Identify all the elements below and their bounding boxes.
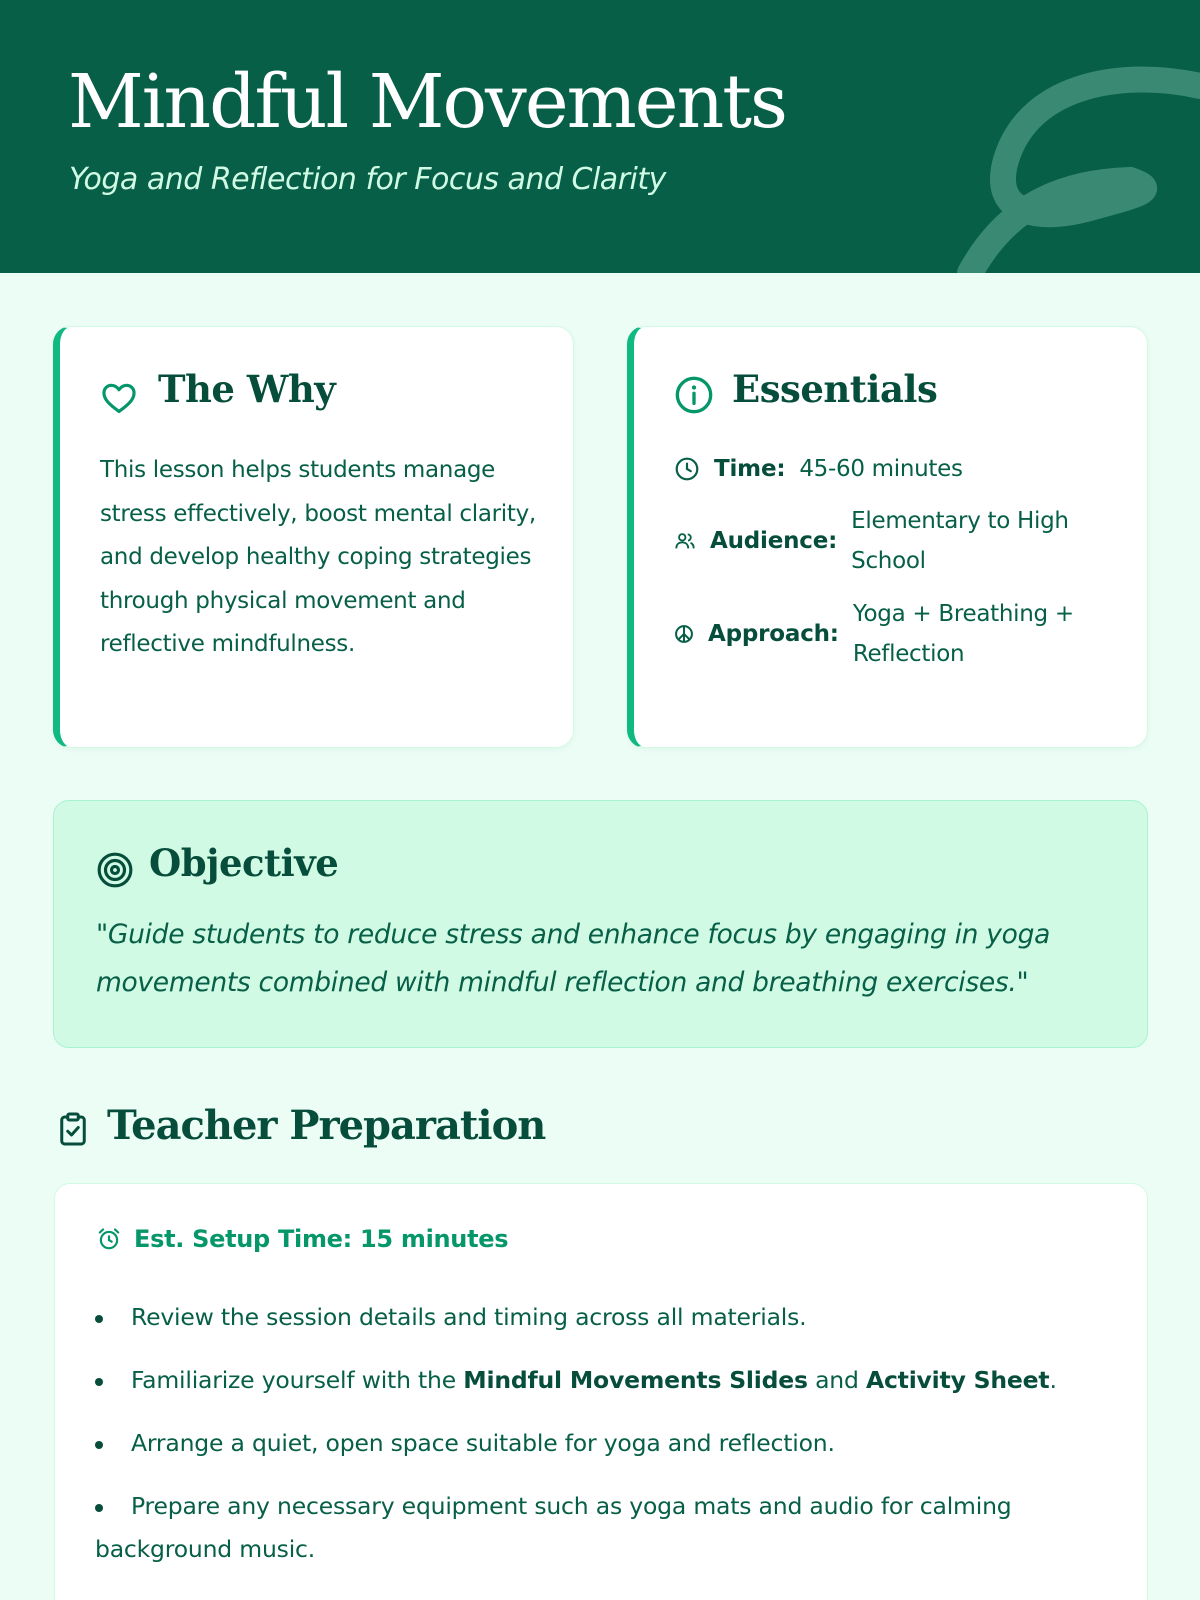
objective-box (53, 800, 1148, 1048)
target-icon (96, 851, 134, 889)
activity-sheet-reference: Activity Sheet (865, 1366, 1050, 1394)
setup-time-text: Est. Setup Time: 15 minutes (134, 1225, 509, 1253)
objective-title: Objective (149, 841, 339, 885)
prep-title: Teacher Preparation (107, 1102, 546, 1149)
slides-reference: Mindful Movements Slides (463, 1366, 808, 1394)
users-icon (674, 530, 696, 552)
heart-icon (100, 379, 138, 417)
list-item: Prepare any necessary equipment such as yoga mats and audio for calming background music. (95, 1485, 1095, 1571)
clock-icon (674, 456, 700, 482)
essentials-time-row (674, 449, 963, 489)
why-card (53, 326, 574, 748)
audience-label: Audience: (710, 528, 838, 554)
setup-time (96, 1225, 508, 1253)
essentials-card (627, 326, 1148, 748)
info-icon (674, 375, 714, 415)
alarm-clock-icon (96, 1226, 122, 1252)
list-item: Arrange a quiet, open space suitable for yoga and reflection. (95, 1422, 1095, 1465)
page-title: Mindful Movements (68, 59, 786, 145)
peace-icon (674, 624, 694, 644)
list-item: Review the session details and timing across all materials. (95, 1296, 1095, 1339)
essentials-audience-row (674, 501, 1101, 581)
why-title: The Why (158, 367, 336, 411)
prep-card (54, 1183, 1148, 1600)
why-text: This lesson helps students manage stress effectively, boost mental clarity, and develop healthy coping strategies through physical movement and reflective mindfulness. (100, 457, 536, 657)
approach-label: Approach: (708, 621, 839, 647)
page-header (0, 0, 1200, 273)
clipboard-check-icon (55, 1110, 91, 1148)
list-item: Familiarize yourself with the Mindful Movements Slides and Activity Sheet. (95, 1359, 1095, 1402)
time-value: 45-60 minutes (799, 456, 963, 482)
approach-value: Yoga + Breathing + Reflection (852, 601, 1074, 667)
essentials-title: Essentials (732, 367, 938, 411)
time-label: Time: (714, 456, 786, 482)
page-subtitle: Yoga and Reflection for Focus and Clarity (69, 162, 666, 197)
audience-value: Elementary to High School (851, 508, 1069, 574)
leaf-decoration-icon (930, 0, 1200, 273)
essentials-approach-row (674, 594, 1103, 674)
objective-text: "Guide students to reduce stress and enhance focus by engaging in yoga movements combined with mindful reflection and breathing exercises." (96, 919, 1051, 998)
prep-list (95, 1296, 1095, 1591)
